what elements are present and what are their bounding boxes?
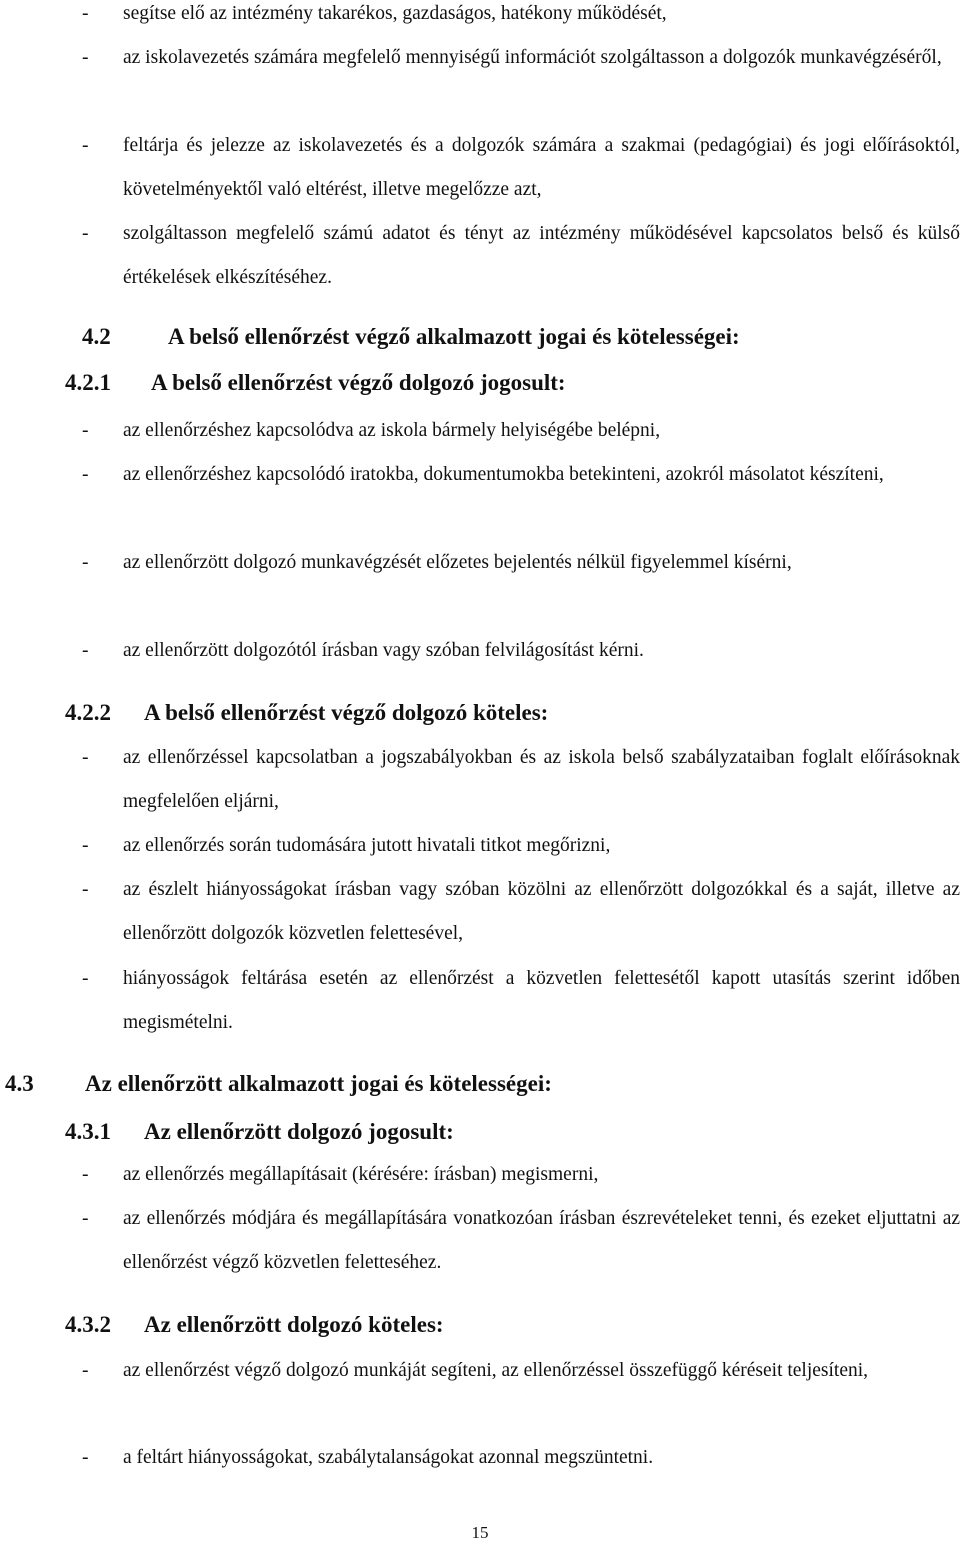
bullet-dash: - <box>82 640 89 661</box>
list-item-text: a feltárt hiányosságokat, szabálytalanságokat azonnal megszüntetni. <box>123 1447 654 1468</box>
list-item <box>82 212 960 300</box>
bullet-dash: - <box>82 968 89 989</box>
list-item-text: hiányosságok feltárása esetén az ellenőrzést a közvetlen felettesétől kapott utasítás szerint időben megismételni. <box>123 968 960 1033</box>
section-title: Az ellenőrzött alkalmazott jogai és kötelességei: <box>85 1071 552 1096</box>
subsection-title: Az ellenőrzött dolgozó köteles: <box>144 1312 444 1337</box>
section-title: A belső ellenőrzést végző alkalmazott jogai és kötelességei: <box>168 324 740 349</box>
bullet-dash: - <box>82 747 89 768</box>
bullet-dash: - <box>82 835 89 856</box>
list-item-text: feltárja és jelezze az iskolavezetés és a dolgozók számára a szakmai (pedagógiai) és jogi előírásoktól, követelményektől való eltérést, illetve megelőzze azt, <box>123 135 960 200</box>
section-number: 4.2 <box>82 324 111 349</box>
list-item <box>82 824 960 868</box>
list-item-text: az ellenőrzés megállapításait (kérésére: írásban) megismerni, <box>123 1164 599 1185</box>
subsection-number: 4.2.2 <box>65 700 111 725</box>
list-item <box>82 1153 960 1197</box>
bullet-dash: - <box>82 420 89 441</box>
bullet-dash: - <box>82 47 89 68</box>
list-item <box>82 36 960 80</box>
list-item-text: az ellenőrzött dolgozó munkavégzését előzetes bejelentés nélkül figyelemmel kísérni, <box>123 552 792 573</box>
bullet-dash: - <box>82 1360 89 1381</box>
list-item-text: az ellenőrzést végző dolgozó munkáját segíteni, az ellenőrzéssel összefüggő kéréseit teljesíteni, <box>123 1360 869 1381</box>
bullet-dash: - <box>82 223 89 244</box>
list-item-text: az ellenőrzött dolgozótól írásban vagy szóban felvilágosítást kérni. <box>123 640 644 661</box>
list-item <box>82 629 960 673</box>
bullet-dash: - <box>82 1164 89 1185</box>
list-item <box>82 124 960 212</box>
bullet-dash: - <box>82 3 89 24</box>
list-item <box>82 409 960 453</box>
subsection-heading-4-2-1 <box>65 368 566 398</box>
subsection-title: A belső ellenőrzést végző dolgozó köteles: <box>144 700 549 725</box>
list-item <box>82 453 960 497</box>
list-item <box>82 1197 960 1285</box>
bullet-dash: - <box>82 464 89 485</box>
subsection-heading-4-3-1 <box>65 1117 454 1147</box>
subsection-heading-4-2-2 <box>65 698 548 728</box>
subsection-number: 4.3.1 <box>65 1119 111 1144</box>
list-item-text: az ellenőrzéshez kapcsolódó iratokba, dokumentumokba betekinteni, azokról másolatot készíteni, <box>123 464 884 485</box>
subsection-title: A belső ellenőrzést végző dolgozó jogosult: <box>151 370 566 395</box>
list-item <box>82 957 960 1045</box>
bullet-dash: - <box>82 1208 89 1229</box>
bullet-dash: - <box>82 135 89 156</box>
list-item-text: az iskolavezetés számára megfelelő mennyiségű információt szolgáltasson a dolgozók munkavégzéséről, <box>123 47 942 68</box>
list-item-text: az ellenőrzés módjára és megállapítására vonatkozóan írásban észrevételeket tenni, és ezeket eljuttatni az ellenőrzést végző közvetlen feletteséhez. <box>123 1208 960 1273</box>
list-item <box>82 0 960 36</box>
list-item-text: szolgáltasson megfelelő számú adatot és tényt az intézmény működésével kapcsolatos belső és külső értékelések elkészítéséhez. <box>123 223 960 288</box>
bullet-dash: - <box>82 552 89 573</box>
list-item-text: az ellenőrzéshez kapcsolódva az iskola bármely helyiségébe belépni, <box>123 420 661 441</box>
section-heading-4-2 <box>82 322 740 352</box>
section-heading-4-3 <box>5 1069 552 1099</box>
subsection-number: 4.2.1 <box>65 370 111 395</box>
list-item <box>82 1349 960 1393</box>
bullet-dash: - <box>82 879 89 900</box>
subsection-heading-4-3-2 <box>65 1310 444 1340</box>
list-item-text: az észlelt hiányosságokat írásban vagy szóban közölni az ellenőrzött dolgozókkal és a saját, illetve az ellenőrzött dolgozók közvetlen felettesével, <box>123 879 960 944</box>
list-item <box>82 736 960 824</box>
subsection-title: Az ellenőrzött dolgozó jogosult: <box>144 1119 454 1144</box>
list-item-text: az ellenőrzés során tudomására jutott hivatali titkot megőrizni, <box>123 835 611 856</box>
bullet-dash: - <box>82 1447 89 1468</box>
list-item-text: segítse elő az intézmény takarékos, gazdaságos, hatékony működését, <box>123 3 667 24</box>
section-number: 4.3 <box>5 1071 34 1096</box>
list-item <box>82 1436 960 1480</box>
list-item-text: az ellenőrzéssel kapcsolatban a jogszabályokban és az iskola belső szabályzataiban foglalt előírásoknak megfelelően eljárni, <box>123 747 960 812</box>
list-item <box>82 541 960 585</box>
subsection-number: 4.3.2 <box>65 1312 111 1337</box>
list-item <box>82 868 960 956</box>
page-number: 15 <box>471 1523 489 1542</box>
